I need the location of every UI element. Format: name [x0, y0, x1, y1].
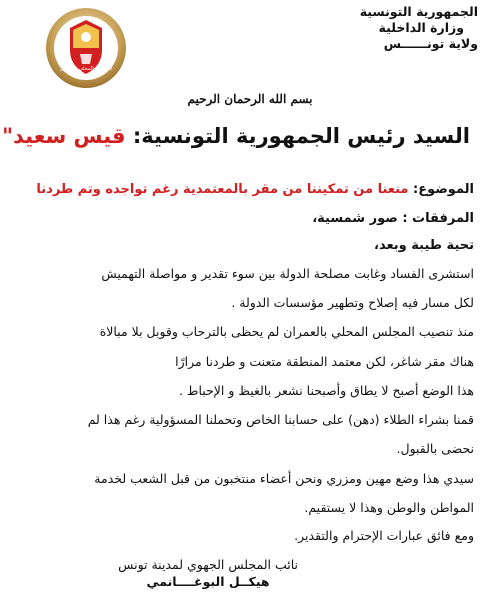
attachments-line [312, 211, 474, 226]
body-line: سيدي هذا وضع مهين ومزري ونحن أعضاء منتخبون من قبل الشعب لخدمة [94, 471, 474, 486]
basmala: بسم الله الرحمان الرحيم [187, 92, 313, 106]
subject-text: منعنا من تمكيننا من مقر بالمعتمدية رغم تواجده وتم طردنا [36, 182, 413, 197]
addressee-prefix: السيد رئيس الجمهورية التونسية: [125, 124, 470, 148]
administrative-header [360, 4, 478, 52]
body-line: لكل مسار فيه إصلاح وتطهير مؤسسات الدولة . [231, 295, 474, 310]
logo-caption: المجلس المحلي بالعمران [59, 66, 113, 72]
attachments-label: المرفقات : [402, 211, 474, 226]
signature-title: نائب المجلس الجهوي لمدينة تونس [118, 557, 298, 572]
body-line: قمنا بشراء الطلاء (دهن) على حسابنا الخاص وتحملنا المسؤولية رغم هذا لم [87, 412, 474, 427]
body-line: هذا الوضع أصبح لا يطاق وأصبحنا نشعر بالغيظ و الإحباط . [178, 383, 474, 398]
greeting-line: تحية طيبة وبعد، [374, 238, 474, 253]
body-line: المواطن والوطن وهذا لا يستقيم. [304, 500, 474, 515]
addressee-name: قيس سعيد [13, 124, 126, 148]
header-governorate: ولاية تونــــــس [383, 36, 478, 51]
signature-block [118, 556, 298, 590]
attachments-text: صور شمسية، [312, 211, 403, 226]
body-line: منذ تنصيب المجلس المحلي بالعمران لم يحظى بالترحاب وقوبل بلا مبالاة [99, 324, 474, 339]
addressee-quote: " [2, 124, 14, 148]
header-republic: الجمهورية التونسية [359, 4, 478, 19]
header-ministry: وزارة الداخلية [378, 20, 464, 35]
subject-line [36, 182, 474, 197]
body-line: ومع فائق عبارات الإحترام والتقدير. [294, 528, 474, 543]
addressee-heading [2, 124, 470, 148]
signature-name: هيكــل البوغــــانمي [146, 574, 270, 589]
body-line: استشرى الفساد وغابت مصلحة الدولة بين سوء تقدير و مواصلة التهميش [101, 266, 474, 281]
body-line: هناك مقر شاغر، لكن معتمد المنطقة متعنت و طردنا مرارًا [175, 354, 474, 369]
tunisian-emblem-icon [44, 6, 128, 90]
body-line: نحضى بالقبول. [396, 441, 474, 456]
subject-label: الموضوع: [413, 182, 474, 197]
